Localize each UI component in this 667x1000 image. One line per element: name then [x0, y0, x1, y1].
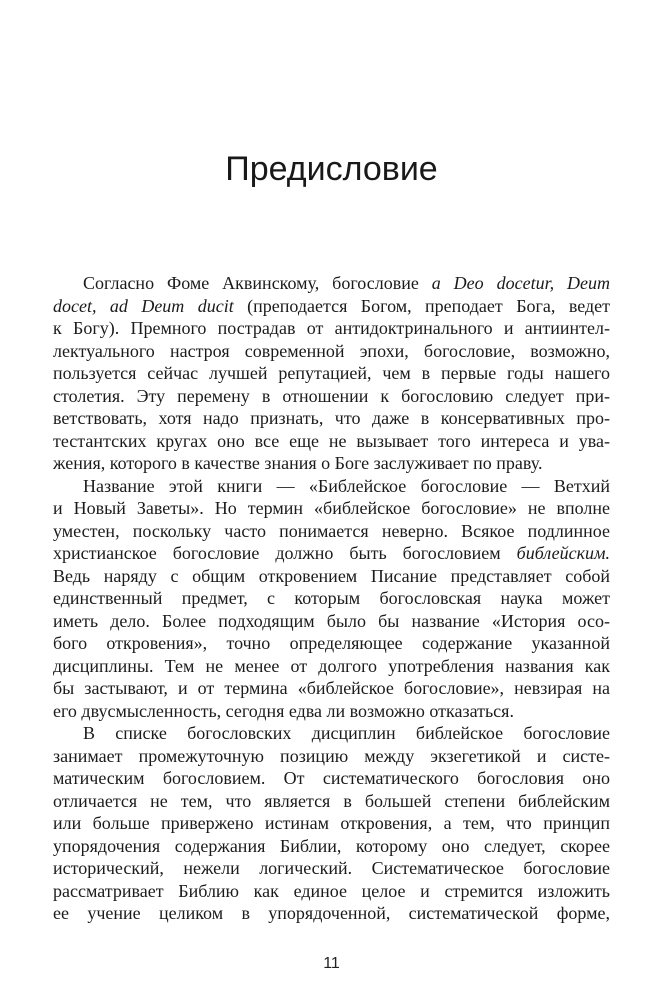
text-segment: пользуется сейчас лучшей репутацией, чем в первые годы нашего: [53, 363, 610, 383]
body-line: [53, 902, 610, 925]
text-segment: Название этой книги — «Библейское богословие — Ветхий: [83, 475, 610, 496]
body-line: [53, 520, 610, 543]
text-segment: исторический, нежели логический. Систематическое богословие: [53, 858, 610, 878]
italic-text-segment: a Deo docetur, Deum: [431, 273, 610, 293]
body-line: [53, 790, 610, 813]
body-line: [53, 497, 610, 520]
body-line: [53, 272, 610, 295]
body-line: [53, 475, 610, 498]
body-line: [53, 835, 610, 858]
text-segment: тестантских кругах оно все еще не вызывает того интереса и ува-: [53, 430, 610, 451]
text-segment: (преподается Богом, преподает Бога, ведет: [233, 295, 610, 316]
text-segment: ветствовать, хотя надо признать, что даже в консервативных про-: [53, 408, 610, 428]
body-line: [53, 542, 610, 565]
text-segment: уместен, поскольку часто понимается неверно. Всякое подлинное: [53, 520, 610, 541]
italic-text-segment: docet, ad Deum ducit: [53, 295, 234, 316]
text-segment: бы застывают, и от термина «библейское богословие», невзирая на: [53, 678, 610, 698]
text-segment: Ведь наряду с общим откровением Писание представляет собой: [53, 565, 610, 586]
text-segment: бого откровения», точно определяющее содержание указанной: [53, 633, 610, 653]
body-line: [53, 812, 610, 835]
text-segment: занимает промежуточную позицию между экзегетикой и систе-: [53, 745, 610, 766]
text-segment: единственный предмет, с которым богословская наука может: [53, 588, 610, 608]
body-line: [53, 700, 610, 723]
body-line: [53, 295, 610, 318]
body-line: [53, 565, 610, 588]
body-line: [53, 452, 610, 475]
body-line: [53, 857, 610, 880]
text-segment: В списке богословских дисциплин библейское богословие: [83, 723, 610, 743]
body-line: [53, 632, 610, 655]
body-line: [53, 880, 610, 903]
text-segment: его двусмысленность, сегодня едва ли возможно отказаться.: [53, 700, 514, 721]
text-segment: и Новый Заветы». Но термин «библейское богословие» не вполне: [53, 498, 610, 518]
text-segment: дисциплины. Тем не менее от долгого употребления названия как: [53, 655, 610, 676]
body-line: [53, 587, 610, 610]
body-line: [53, 362, 610, 385]
text-segment: лектуального настроя современной эпохи, богословие, возможно,: [53, 340, 610, 361]
body-line: [53, 340, 610, 363]
body-line: [53, 317, 610, 340]
body-line: [53, 677, 610, 700]
page-number: 11: [323, 955, 340, 972]
text-segment: или больше привержено истинам откровения, а тем, что принцип: [53, 813, 610, 833]
body-line: [53, 722, 610, 745]
text-segment: христианское богословие должно быть богословием: [53, 543, 517, 563]
text-segment: отличается не тем, что является в большей степени библейским: [53, 790, 610, 811]
body-line: [53, 767, 610, 790]
page-title: Предисловие: [225, 150, 438, 188]
body-line: [53, 655, 610, 678]
text-segment: к Богу). Премного пострадав от антидоктринального и антиинтел-: [53, 318, 610, 338]
body-text: [53, 272, 610, 925]
body-line: [53, 430, 610, 453]
text-segment: упорядочения содержания Библии, которому оно следует, скорее: [53, 835, 610, 856]
text-segment: Согласно Фоме Аквинскому, богословие: [83, 273, 432, 293]
italic-text-segment: библейским.: [516, 543, 610, 563]
text-segment: иметь дело. Более подходящим было бы название «История осо-: [53, 610, 610, 631]
text-segment: матическим богословием. От систематического богословия оно: [53, 768, 610, 788]
body-line: [53, 610, 610, 633]
text-segment: жения, которого в качестве знания о Боге заслуживает по праву.: [53, 453, 543, 473]
body-line: [53, 745, 610, 768]
text-segment: рассматривает Библию как единое целое и стремится изложить: [53, 880, 610, 901]
text-segment: ее учение целиком в упорядоченной, систематической форме,: [53, 903, 610, 923]
body-line: [53, 407, 610, 430]
text-segment: столетия. Эту перемену в отношении к богословию следует при-: [53, 385, 610, 406]
body-line: [53, 385, 610, 408]
